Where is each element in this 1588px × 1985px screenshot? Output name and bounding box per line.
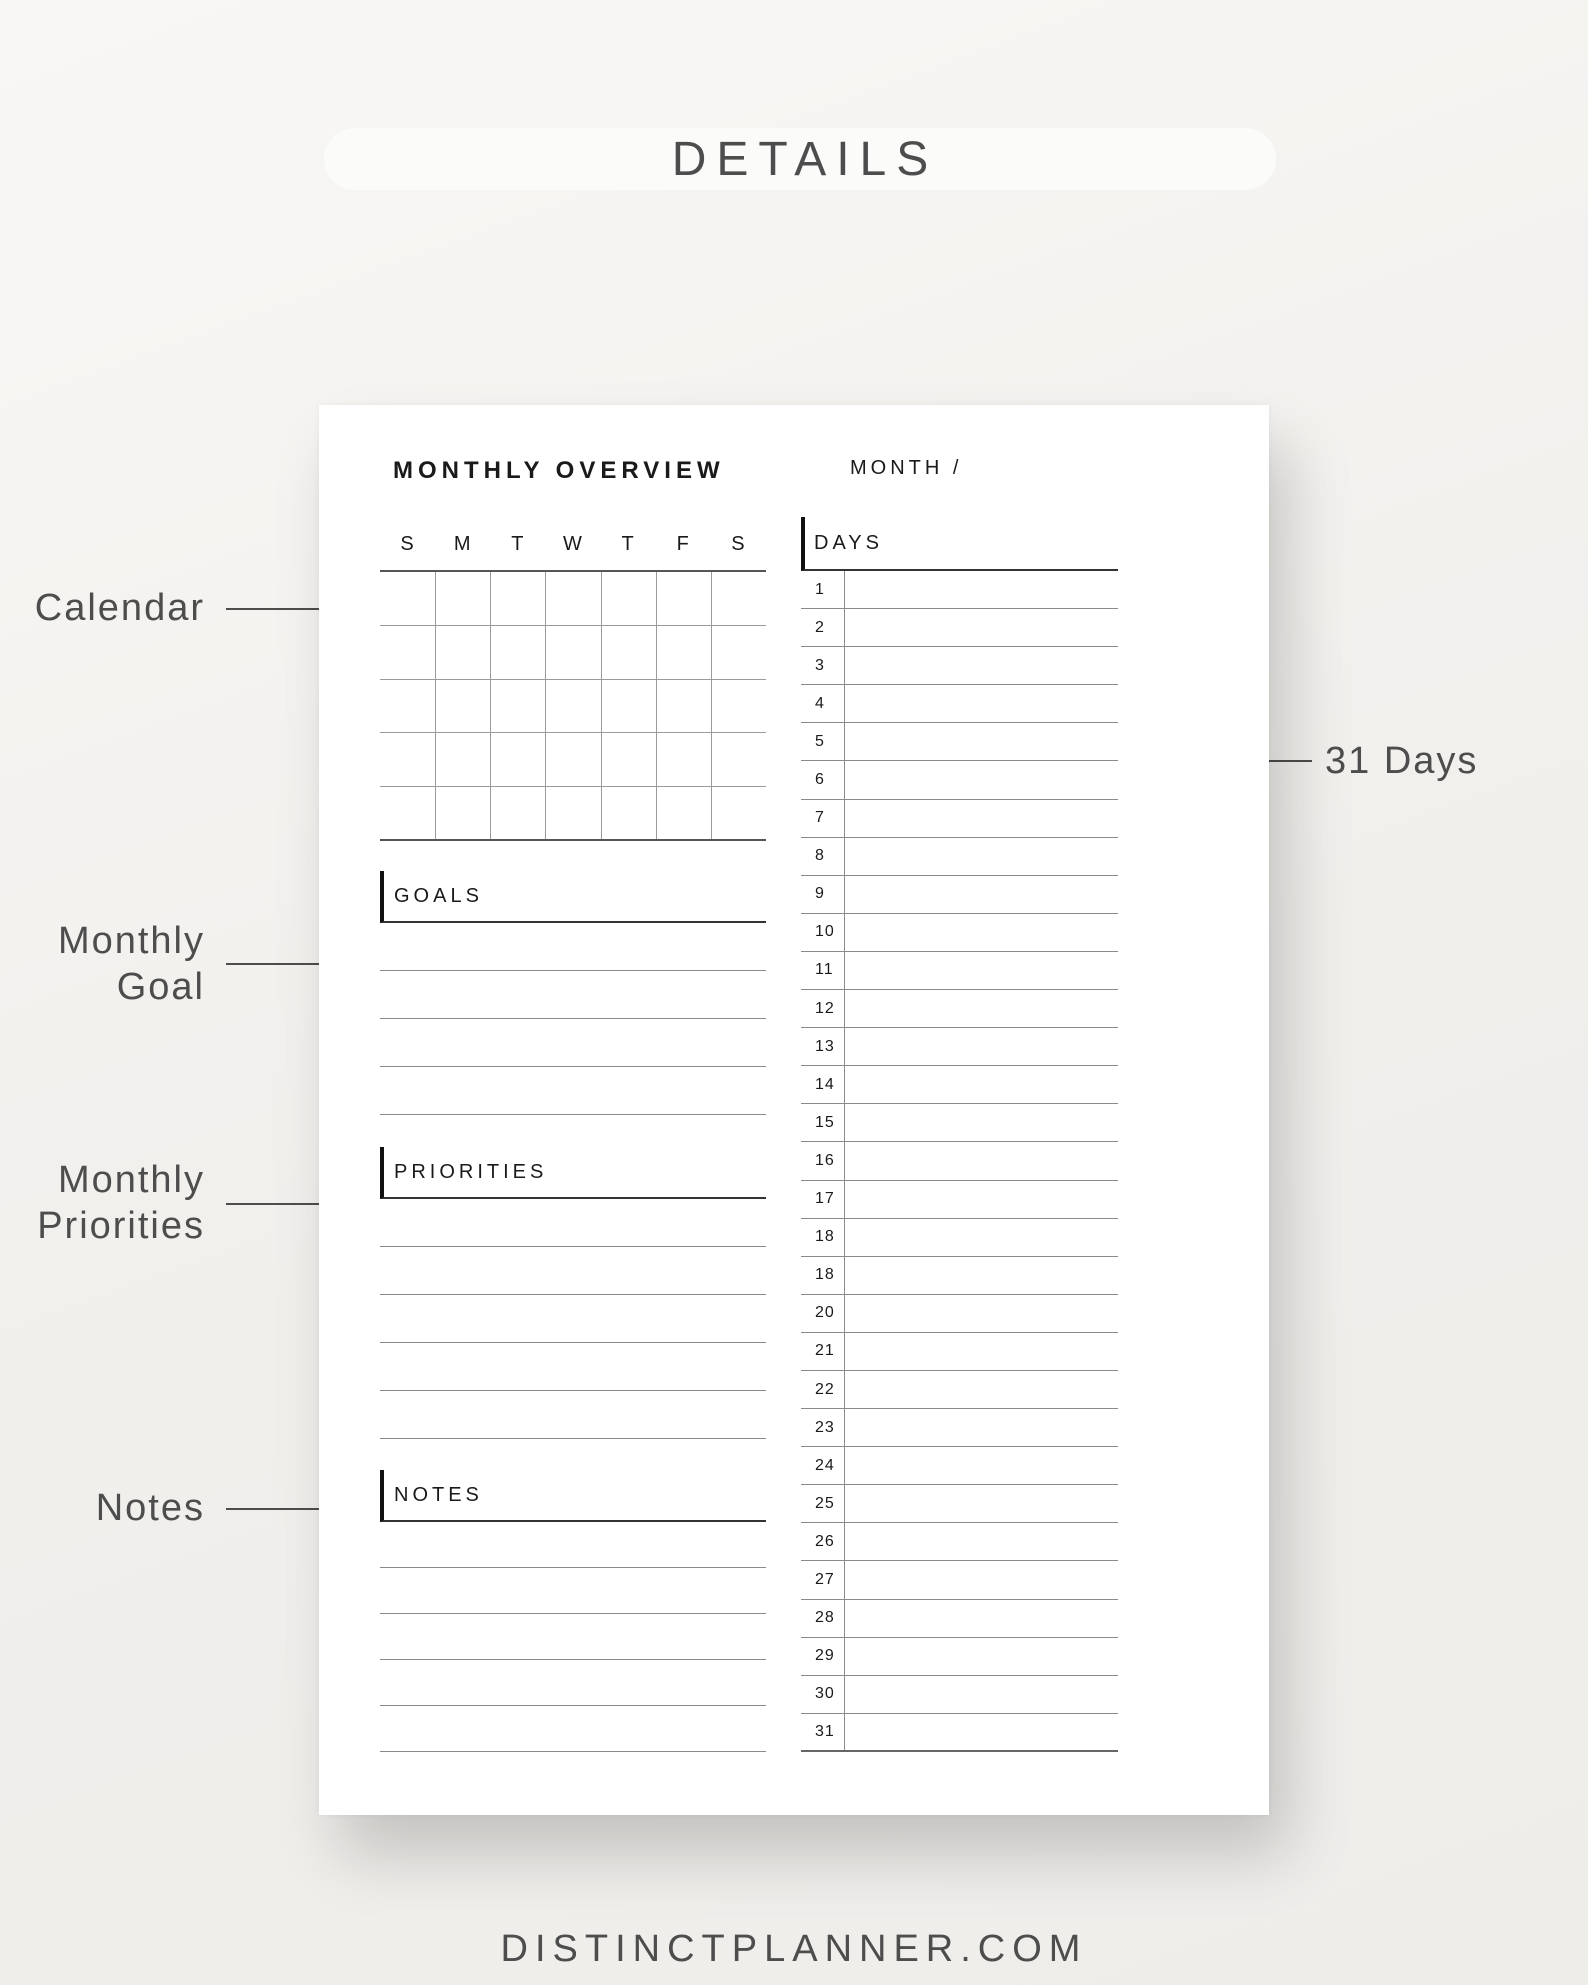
day-entry-line (845, 952, 1118, 989)
day-number: 22 (801, 1371, 845, 1408)
day-entry-line (845, 1600, 1118, 1637)
day-row (801, 914, 1118, 952)
planner-page (319, 405, 1269, 1815)
calendar-cell (601, 572, 656, 625)
day-entry-line (845, 723, 1118, 760)
goals-line (380, 923, 766, 971)
priorities-line (380, 1199, 766, 1247)
day-number: 18 (801, 1257, 845, 1294)
notes-line (380, 1568, 766, 1614)
day-row (801, 1714, 1118, 1752)
annotation-goal-line2: Goal (116, 966, 205, 1008)
day-number: 31 (801, 1714, 845, 1750)
calendar-cell (711, 679, 766, 732)
day-number: 6 (801, 761, 845, 798)
calendar-cell (490, 572, 545, 625)
header-title: DETAILS (671, 132, 939, 186)
notes-line (380, 1706, 766, 1752)
notes-line (380, 1660, 766, 1706)
days-heading: DAYS (801, 517, 1118, 571)
day-row (801, 723, 1118, 761)
priorities-line (380, 1247, 766, 1295)
day-number: 20 (801, 1295, 845, 1332)
annotation-monthly-goal (20, 918, 205, 1010)
day-entry-line (845, 685, 1118, 722)
goals-line (380, 1019, 766, 1067)
calendar-cell (656, 625, 711, 678)
day-row (801, 647, 1118, 685)
header-banner (324, 128, 1276, 190)
day-entry-line (845, 761, 1118, 798)
days-column (801, 517, 1118, 1752)
day-row (801, 952, 1118, 990)
day-entry-line (845, 1295, 1118, 1332)
calendar-cell (435, 732, 490, 785)
day-number: 16 (801, 1142, 845, 1179)
day-entry-line (845, 1181, 1118, 1218)
calendar-cell (490, 625, 545, 678)
day-entry-line (845, 1142, 1118, 1179)
weekday-mon: M (453, 533, 472, 555)
day-row (801, 838, 1118, 876)
calendar-cell (490, 679, 545, 732)
day-entry-line (845, 1638, 1118, 1675)
priorities-section (380, 1147, 766, 1439)
day-row (801, 1295, 1118, 1333)
day-entry-line (845, 876, 1118, 913)
calendar-cell (656, 679, 711, 732)
calendar-cell (380, 732, 435, 785)
day-number: 15 (801, 1104, 845, 1141)
weekday-fri: F (676, 533, 690, 555)
day-number: 13 (801, 1028, 845, 1065)
weekday-sat: S (731, 533, 746, 555)
day-number: 11 (801, 952, 845, 989)
day-number: 29 (801, 1638, 845, 1675)
calendar-cell (656, 786, 711, 839)
day-row (801, 1485, 1118, 1523)
day-entry-line (845, 1561, 1118, 1598)
day-number: 2 (801, 609, 845, 646)
day-entry-line (845, 1066, 1118, 1103)
calendar-cell (380, 572, 435, 625)
day-number: 24 (801, 1447, 845, 1484)
day-row (801, 1181, 1118, 1219)
day-entry-line (845, 647, 1118, 684)
day-number: 12 (801, 990, 845, 1027)
day-number: 17 (801, 1181, 845, 1218)
day-entry-line (845, 1104, 1118, 1141)
day-row (801, 1409, 1118, 1447)
day-number: 4 (801, 685, 845, 722)
day-entry-line (845, 1409, 1118, 1446)
priorities-line (380, 1295, 766, 1343)
calendar-cell (380, 679, 435, 732)
calendar-cell (711, 786, 766, 839)
calendar-cell (656, 572, 711, 625)
day-number: 26 (801, 1523, 845, 1560)
day-row (801, 609, 1118, 647)
day-row (801, 1219, 1118, 1257)
day-entry-line (845, 1028, 1118, 1065)
weekday-wed: W (563, 533, 583, 555)
day-entry-line (845, 838, 1118, 875)
day-row (801, 800, 1118, 838)
calendar-cell (380, 625, 435, 678)
calendar-cell (711, 732, 766, 785)
notes-line (380, 1614, 766, 1660)
day-number: 18 (801, 1219, 845, 1256)
calendar-cell (711, 625, 766, 678)
day-row (801, 1523, 1118, 1561)
day-entry-line (845, 800, 1118, 837)
day-number: 1 (801, 571, 845, 608)
goals-section (380, 871, 766, 1115)
day-row (801, 1676, 1118, 1714)
goals-heading: GOALS (380, 871, 766, 923)
weekday-tue: T (511, 533, 525, 555)
annotation-priorities-line1: Monthly (57, 1159, 205, 1201)
day-entry-line (845, 571, 1118, 608)
day-entry-line (845, 609, 1118, 646)
day-number: 8 (801, 838, 845, 875)
priorities-line (380, 1343, 766, 1391)
day-row (801, 990, 1118, 1028)
day-row (801, 1561, 1118, 1599)
day-number: 27 (801, 1561, 845, 1598)
day-row (801, 761, 1118, 799)
month-label: MONTH / (850, 457, 963, 479)
notes-line (380, 1522, 766, 1568)
calendar-cell (545, 625, 600, 678)
day-row (801, 571, 1118, 609)
day-entry-line (845, 1371, 1118, 1408)
notes-section (380, 1470, 766, 1752)
calendar-cell (711, 572, 766, 625)
day-number: 5 (801, 723, 845, 760)
footer-brand: DISTINCTPLANNER.COM (500, 1928, 1088, 1970)
day-number: 14 (801, 1066, 845, 1103)
day-entry-line (845, 1676, 1118, 1713)
notes-heading: NOTES (380, 1470, 766, 1522)
day-entry-line (845, 1485, 1118, 1522)
day-entry-line (845, 1333, 1118, 1370)
day-entry-line (845, 1714, 1118, 1750)
calendar-cell (601, 679, 656, 732)
calendar-cell (545, 786, 600, 839)
calendar-cell (490, 786, 545, 839)
day-row (801, 1600, 1118, 1638)
weekday-header (380, 533, 766, 556)
annotation-priorities-line2: Priorities (37, 1205, 205, 1247)
day-number: 28 (801, 1600, 845, 1637)
day-entry-line (845, 914, 1118, 951)
day-number: 9 (801, 876, 845, 913)
annotation-days: 31 Days (1325, 740, 1479, 782)
goals-line (380, 1067, 766, 1115)
day-number: 25 (801, 1485, 845, 1522)
day-entry-line (845, 1523, 1118, 1560)
calendar-cell (435, 786, 490, 839)
priorities-line (380, 1391, 766, 1439)
day-row (801, 1447, 1118, 1485)
day-entry-line (845, 1447, 1118, 1484)
calendar-cell (435, 572, 490, 625)
calendar-grid (380, 570, 766, 841)
day-row (801, 1066, 1118, 1104)
goals-line (380, 971, 766, 1019)
day-number: 7 (801, 800, 845, 837)
day-entry-line (845, 1257, 1118, 1294)
day-number: 3 (801, 647, 845, 684)
annotation-monthly-priorities (10, 1157, 205, 1249)
calendar-cell (601, 786, 656, 839)
annotation-calendar: Calendar (34, 587, 205, 629)
calendar-cell (380, 786, 435, 839)
annotation-notes: Notes (95, 1487, 205, 1529)
calendar-cell (490, 732, 545, 785)
day-row (801, 1142, 1118, 1180)
calendar-cell (601, 732, 656, 785)
annotation-goal-line1: Monthly (57, 920, 205, 962)
day-row (801, 1638, 1118, 1676)
calendar-cell (545, 679, 600, 732)
day-row (801, 1257, 1118, 1295)
day-row (801, 1333, 1118, 1371)
days-list (801, 571, 1118, 1752)
priorities-heading: PRIORITIES (380, 1147, 766, 1199)
day-entry-line (845, 1219, 1118, 1256)
day-row (801, 1104, 1118, 1142)
day-row (801, 876, 1118, 914)
calendar-cell (545, 572, 600, 625)
weekday-sun: S (400, 533, 415, 555)
calendar-cell (601, 625, 656, 678)
day-row (801, 1371, 1118, 1409)
calendar-cell (435, 625, 490, 678)
day-number: 21 (801, 1333, 845, 1370)
calendar-cell (435, 679, 490, 732)
day-row (801, 685, 1118, 723)
day-number: 30 (801, 1676, 845, 1713)
day-number: 10 (801, 914, 845, 951)
day-row (801, 1028, 1118, 1066)
planner-title: MONTHLY OVERVIEW (393, 457, 725, 484)
calendar-cell (545, 732, 600, 785)
calendar-cell (656, 732, 711, 785)
day-entry-line (845, 990, 1118, 1027)
day-number: 23 (801, 1409, 845, 1446)
weekday-thu: T (621, 533, 635, 555)
